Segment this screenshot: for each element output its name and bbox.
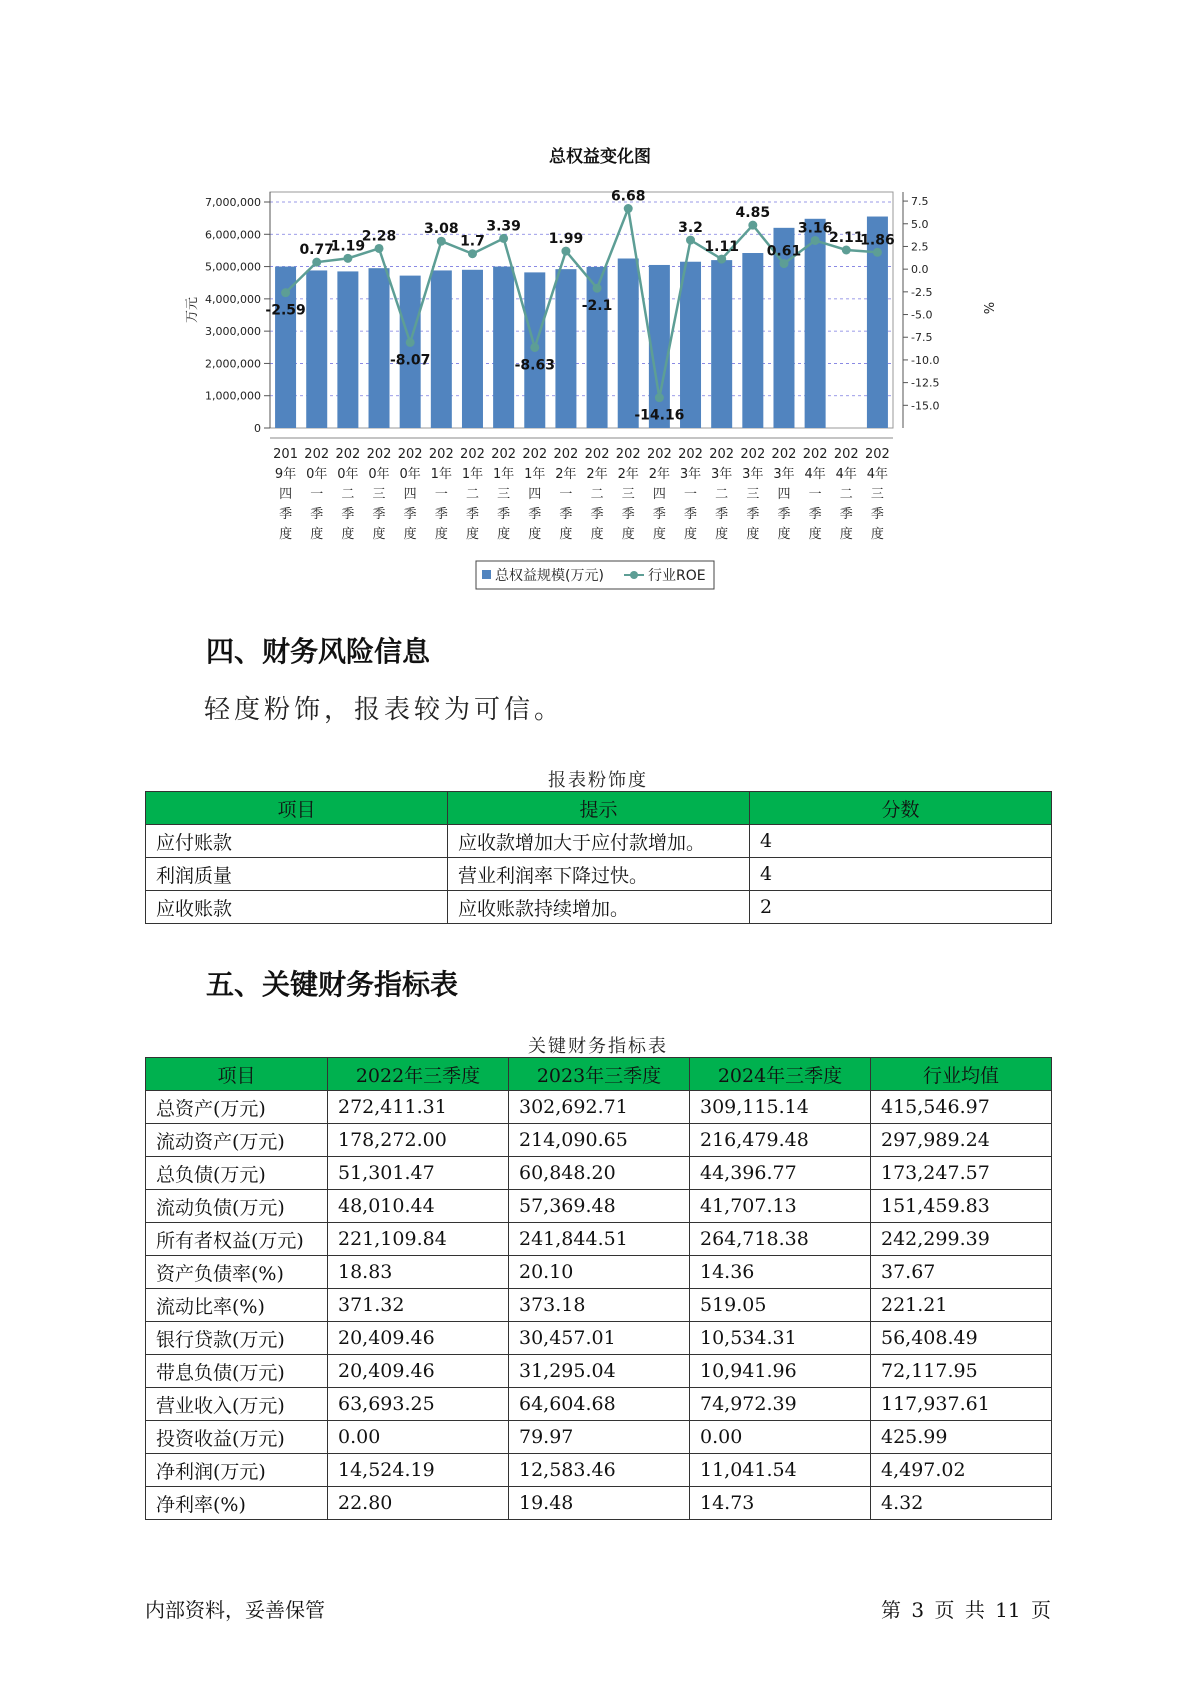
right-tick-label: -2.5 (911, 285, 933, 299)
table-cell: 241,844.51 (509, 1223, 690, 1256)
x-tick-label: 度 (341, 527, 355, 542)
table-row (146, 1487, 1052, 1520)
x-tick-label: 度 (310, 527, 324, 542)
risk-table-header-row (146, 792, 1052, 825)
table-cell: 4 (750, 858, 1052, 891)
x-tick-label: 度 (279, 527, 293, 542)
roe-point (312, 258, 321, 267)
bar (369, 268, 390, 428)
chart-legend (476, 561, 714, 589)
x-tick-label: 三 (497, 487, 511, 502)
left-tick-label: 3,000,000 (205, 325, 261, 339)
table-cell: 309,115.14 (690, 1091, 871, 1124)
x-tick-label: 度 (497, 527, 511, 542)
left-tick-label: 7,000,000 (205, 196, 261, 209)
roe-data-label: 3.16 (797, 220, 833, 237)
legend-bar-swatch (482, 570, 491, 579)
table-row (146, 1157, 1052, 1190)
x-tick-label: 202 (709, 447, 735, 462)
x-tick-label: 三 (746, 487, 760, 502)
table-cell: 流动负债(万元) (146, 1190, 328, 1223)
x-tick-label: 四 (279, 487, 293, 502)
right-tick-label: -10.0 (911, 353, 940, 367)
table-cell: 0.00 (328, 1421, 509, 1454)
table-cell: 519.05 (690, 1289, 871, 1322)
table-cell: 20.10 (509, 1256, 690, 1289)
table-cell: 10,534.31 (690, 1322, 871, 1355)
right-tick-label: -12.5 (911, 376, 940, 390)
x-tick-label: 1年 (492, 467, 515, 482)
indicator-table-body (146, 1091, 1052, 1520)
roe-point (873, 248, 882, 257)
table-cell: 31,295.04 (509, 1355, 690, 1388)
roe-data-label: 2.11 (829, 230, 864, 247)
x-axis-labels (270, 438, 893, 542)
x-tick-label: 季 (279, 507, 293, 522)
table-row (146, 1421, 1052, 1454)
table-cell: 221.21 (871, 1289, 1052, 1322)
indicator-table-header-row (146, 1058, 1052, 1091)
x-tick-label: 3年 (742, 467, 764, 482)
bar (618, 259, 639, 429)
x-tick-label: 202 (491, 447, 517, 462)
x-tick-label: 202 (740, 447, 766, 462)
roe-point (842, 246, 851, 255)
x-tick-label: 季 (465, 507, 479, 522)
legend-bar-label: 总权益规模(万元) (495, 568, 604, 584)
x-tick-label: 季 (621, 507, 635, 522)
x-tick-label: 202 (584, 447, 610, 462)
right-tick-label: -7.5 (911, 331, 933, 345)
roe-data-label: -8.63 (514, 357, 555, 374)
x-tick-label: 季 (746, 507, 760, 522)
bar (680, 262, 701, 428)
table-cell: 营业利润率下降过快。 (448, 858, 750, 891)
x-tick-label: 二 (715, 487, 729, 502)
right-tick-label: -5.0 (911, 308, 933, 322)
table-cell: 74,972.39 (690, 1388, 871, 1421)
table-cell: 272,411.31 (328, 1091, 509, 1124)
table-cell: 18.83 (328, 1256, 509, 1289)
x-tick-label: 一 (684, 487, 698, 502)
roe-data-label: 1.19 (330, 238, 366, 255)
table-cell: 30,457.01 (509, 1322, 690, 1355)
table-cell: 所有者权益(万元) (146, 1223, 328, 1256)
indicator-table-caption: 关键财务指标表 (528, 1036, 668, 1057)
table-cell: 20,409.46 (328, 1322, 509, 1355)
x-tick-label: 度 (808, 527, 822, 542)
x-tick-label: 季 (528, 507, 542, 522)
roe-point (437, 237, 446, 246)
roe-point (375, 244, 384, 253)
x-tick-label: 度 (434, 527, 448, 542)
indicator-table (145, 1057, 1052, 1520)
table-cell: 应收款增加大于应付款增加。 (448, 825, 750, 858)
table-cell: 48,010.44 (328, 1190, 509, 1223)
table-cell: 10,941.96 (690, 1355, 871, 1388)
roe-point (779, 259, 788, 268)
x-tick-label: 季 (684, 507, 698, 522)
table-cell: 173,247.57 (871, 1157, 1052, 1190)
x-tick-label: 季 (590, 507, 604, 522)
x-tick-label: 202 (460, 447, 485, 462)
indicator-col-industry-avg: 行业均值 (871, 1058, 1052, 1091)
bar (337, 271, 358, 428)
roe-data-label: 2.28 (361, 228, 397, 245)
risk-summary-paragraph: 轻度粉饰，报表较为可信。 (204, 695, 565, 725)
equity-chart-svg (160, 140, 1020, 600)
x-tick-label: 度 (372, 527, 386, 542)
roe-data-label: 4.85 (735, 205, 771, 222)
x-tick-label: 季 (434, 507, 448, 522)
x-tick-label: 4年 (835, 467, 857, 482)
table-cell: 425.99 (871, 1421, 1052, 1454)
x-tick-label: 季 (777, 507, 791, 522)
roe-point (561, 247, 570, 256)
indicator-col-2023q3: 2023年三季度 (509, 1058, 690, 1091)
x-tick-label: 202 (397, 447, 423, 462)
x-tick-label: 度 (590, 527, 604, 542)
table-cell: 373.18 (509, 1289, 690, 1322)
left-axis-title: 万元 (185, 296, 200, 324)
table-row (146, 1091, 1052, 1124)
roe-point (686, 236, 695, 245)
x-tick-label: 202 (304, 447, 330, 462)
x-tick-label: 2年 (617, 467, 639, 482)
indicator-col-item: 项目 (146, 1058, 328, 1091)
x-tick-label: 二 (590, 487, 604, 502)
table-cell: 4 (750, 825, 1052, 858)
table-cell: 117,937.61 (871, 1388, 1052, 1421)
table-cell: 应收账款 (146, 891, 448, 924)
risk-col-hint: 提示 (448, 792, 750, 825)
table-row (146, 1388, 1052, 1421)
x-tick-label: 度 (403, 527, 417, 542)
x-tick-label: 三 (870, 487, 884, 502)
equity-chart (160, 140, 1020, 600)
table-cell: 264,718.38 (690, 1223, 871, 1256)
right-tick-label: -15.0 (911, 399, 940, 413)
table-row (146, 858, 1052, 891)
roe-data-label: 3.39 (486, 218, 521, 235)
x-tick-label: 2年 (648, 467, 671, 482)
x-tick-label: 202 (771, 447, 797, 462)
x-tick-label: 202 (553, 447, 579, 462)
roe-point (811, 236, 820, 245)
table-cell: 应收账款持续增加。 (448, 891, 750, 924)
table-cell: 20,409.46 (328, 1355, 509, 1388)
x-tick-label: 4年 (804, 467, 826, 482)
right-tick-label: 0.0 (911, 263, 929, 277)
table-cell: 0.00 (690, 1421, 871, 1454)
risk-col-item: 项目 (146, 792, 448, 825)
right-tick-label: 5.0 (911, 217, 929, 231)
table-row (146, 1454, 1052, 1487)
roe-point (748, 221, 757, 230)
risk-col-score: 分数 (750, 792, 1052, 825)
right-axis-title: % (980, 301, 995, 315)
indicator-col-2022q3: 2022年三季度 (328, 1058, 509, 1091)
bar (306, 270, 327, 428)
table-cell: 净利率(%) (146, 1487, 328, 1520)
x-tick-label: 一 (310, 487, 324, 502)
roe-data-label: 1.11 (704, 239, 739, 256)
x-tick-label: 0年 (368, 467, 390, 482)
table-cell: 11,041.54 (690, 1454, 871, 1487)
bar (431, 270, 452, 428)
x-tick-label: 季 (341, 507, 355, 522)
table-cell: 资产负债率(%) (146, 1256, 328, 1289)
bar (462, 270, 483, 428)
left-tick-label: 0 (254, 422, 261, 435)
x-tick-label: 度 (684, 527, 698, 542)
x-tick-label: 度 (652, 527, 666, 542)
table-row (146, 1355, 1052, 1388)
roe-point (655, 393, 664, 402)
x-tick-label: 季 (870, 507, 884, 522)
roe-data-label: 0.61 (766, 243, 802, 260)
roe-data-label: -14.16 (634, 407, 685, 424)
table-cell: 178,272.00 (328, 1124, 509, 1157)
table-cell: 64,604.68 (509, 1388, 690, 1421)
table-row (146, 891, 1052, 924)
x-tick-label: 3年 (773, 467, 795, 482)
x-tick-label: 四 (777, 487, 791, 502)
x-tick-label: 二 (465, 487, 479, 502)
table-cell: 银行贷款(万元) (146, 1322, 328, 1355)
x-tick-label: 度 (870, 527, 884, 542)
table-cell: 79.97 (509, 1421, 690, 1454)
bar (493, 267, 514, 428)
chart-title: 总权益变化图 (549, 147, 651, 167)
table-cell: 57,369.48 (509, 1190, 690, 1223)
x-tick-label: 度 (465, 527, 479, 542)
x-tick-label: 202 (522, 447, 548, 462)
section-heading-financial-risk: 四、财务风险信息 (206, 635, 431, 668)
table-cell: 4,497.02 (871, 1454, 1052, 1487)
table-cell: 4.32 (871, 1487, 1052, 1520)
table-row (146, 1124, 1052, 1157)
x-tick-label: 度 (621, 527, 635, 542)
table-cell: 14.73 (690, 1487, 871, 1520)
table-cell: 流动比率(%) (146, 1289, 328, 1322)
left-axis (205, 192, 270, 435)
left-tick-label: 5,000,000 (205, 260, 261, 274)
x-tick-label: 四 (652, 487, 666, 502)
table-row (146, 1322, 1052, 1355)
bar (742, 253, 763, 428)
table-cell: 营业收入(万元) (146, 1388, 328, 1421)
roe-data-label: -8.07 (389, 352, 431, 369)
table-cell: 60,848.20 (509, 1157, 690, 1190)
roe-point (717, 255, 726, 264)
x-tick-label: 季 (372, 507, 386, 522)
x-tick-label: 202 (678, 447, 703, 462)
table-cell: 总资产(万元) (146, 1091, 328, 1124)
bar (555, 269, 576, 428)
x-tick-label: 度 (746, 527, 760, 542)
table-cell: 12,583.46 (509, 1454, 690, 1487)
x-tick-label: 三 (372, 487, 386, 502)
table-cell: 72,117.95 (871, 1355, 1052, 1388)
x-tick-label: 季 (310, 507, 324, 522)
x-tick-label: 0年 (399, 467, 421, 482)
section-heading-key-indicators: 五、关键财务指标表 (206, 968, 459, 1001)
footer-page-number: 第 3 页 共 11 页 (881, 1598, 1051, 1622)
x-tick-label: 2年 (586, 467, 608, 482)
x-tick-label: 度 (559, 527, 573, 542)
x-tick-label: 二 (839, 487, 853, 502)
x-tick-label: 季 (559, 507, 573, 522)
table-row (146, 1256, 1052, 1289)
x-tick-label: 季 (839, 507, 853, 522)
table-cell: 63,693.25 (328, 1388, 509, 1421)
table-cell: 14.36 (690, 1256, 871, 1289)
x-tick-label: 度 (777, 527, 791, 542)
x-tick-label: 季 (715, 507, 729, 522)
left-tick-label: 2,000,000 (205, 357, 261, 371)
indicator-col-2024q3: 2024年三季度 (690, 1058, 871, 1091)
x-tick-label: 度 (839, 527, 853, 542)
table-cell: 利润质量 (146, 858, 448, 891)
roe-data-label: 0.77 (299, 242, 334, 259)
roe-data-label: -2.1 (581, 298, 613, 315)
left-tick-label: 6,000,000 (205, 228, 261, 242)
x-tick-label: 1年 (430, 467, 452, 482)
table-cell: 216,479.48 (690, 1124, 871, 1157)
table-cell: 37.67 (871, 1256, 1052, 1289)
x-tick-label: 度 (715, 527, 729, 542)
x-tick-label: 季 (808, 507, 822, 522)
x-tick-label: 3年 (711, 467, 733, 482)
x-tick-label: 202 (335, 447, 361, 462)
right-tick-label: 7.5 (911, 195, 929, 209)
roe-data-label: -2.59 (265, 302, 306, 319)
table-row (146, 1190, 1052, 1223)
x-tick-label: 202 (615, 447, 641, 462)
roe-data-label: 1.7 (460, 233, 485, 250)
roe-data-label: 3.08 (424, 221, 459, 238)
roe-data-label: 3.2 (678, 220, 703, 237)
right-tick-label: 2.5 (911, 240, 929, 254)
x-tick-label: 度 (528, 527, 542, 542)
legend-line-marker (630, 571, 638, 579)
x-tick-label: 202 (833, 447, 859, 462)
table-cell: 19.48 (509, 1487, 690, 1520)
x-tick-label: 一 (808, 487, 822, 502)
bar (805, 219, 826, 428)
left-tick-label: 1,000,000 (205, 389, 261, 403)
table-cell: 44,396.77 (690, 1157, 871, 1190)
roe-data-label: 6.68 (610, 188, 646, 205)
table-row (146, 825, 1052, 858)
footer-confidential-note: 内部资料，妥善保管 (145, 1598, 325, 1622)
table-cell: 214,090.65 (509, 1124, 690, 1157)
x-tick-label: 季 (652, 507, 666, 522)
roe-point (281, 288, 290, 297)
roe-point (593, 284, 602, 293)
table-cell: 净利润(万元) (146, 1454, 328, 1487)
roe-point (343, 254, 352, 263)
risk-table-caption: 报表粉饰度 (548, 770, 648, 791)
x-tick-label: 2年 (555, 467, 577, 482)
x-tick-label: 1年 (524, 467, 546, 482)
table-cell: 41,707.13 (690, 1190, 871, 1223)
x-tick-label: 3年 (679, 467, 702, 482)
table-cell: 242,299.39 (871, 1223, 1052, 1256)
table-cell: 流动资产(万元) (146, 1124, 328, 1157)
roe-point (530, 343, 539, 352)
roe-point (624, 204, 633, 213)
table-cell: 415,546.97 (871, 1091, 1052, 1124)
x-tick-label: 9年 (274, 467, 297, 482)
roe-point (499, 234, 508, 243)
table-cell: 投资收益(万元) (146, 1421, 328, 1454)
risk-table (145, 791, 1052, 924)
x-tick-label: 一 (434, 487, 448, 502)
table-cell: 302,692.71 (509, 1091, 690, 1124)
x-tick-label: 4年 (866, 467, 889, 482)
table-cell: 51,301.47 (328, 1157, 509, 1190)
table-cell: 应付账款 (146, 825, 448, 858)
x-tick-label: 一 (559, 487, 573, 502)
x-tick-label: 四 (528, 487, 542, 502)
table-cell: 297,989.24 (871, 1124, 1052, 1157)
x-tick-label: 季 (403, 507, 417, 522)
table-cell: 22.80 (328, 1487, 509, 1520)
roe-data-label: 1.86 (860, 232, 895, 249)
roe-point (468, 249, 477, 258)
table-cell: 151,459.83 (871, 1190, 1052, 1223)
table-cell: 221,109.84 (328, 1223, 509, 1256)
x-tick-label: 202 (865, 447, 890, 462)
x-tick-label: 202 (366, 447, 392, 462)
table-cell: 总负债(万元) (146, 1157, 328, 1190)
x-tick-label: 0年 (337, 467, 359, 482)
table-row (146, 1289, 1052, 1322)
legend-line-label: 行业ROE (648, 568, 706, 584)
table-cell: 2 (750, 891, 1052, 924)
x-tick-label: 四 (403, 487, 417, 502)
x-tick-label: 201 (273, 447, 298, 462)
x-tick-label: 202 (428, 447, 454, 462)
table-row (146, 1223, 1052, 1256)
table-cell: 56,408.49 (871, 1322, 1052, 1355)
x-tick-label: 202 (802, 447, 828, 462)
table-cell: 14,524.19 (328, 1454, 509, 1487)
x-tick-label: 1年 (461, 467, 484, 482)
table-cell: 371.32 (328, 1289, 509, 1322)
roe-data-label: 1.99 (548, 231, 584, 248)
x-tick-label: 二 (341, 487, 355, 502)
x-tick-label: 三 (621, 487, 635, 502)
bar (711, 260, 732, 428)
right-axis (903, 192, 939, 428)
left-tick-label: 4,000,000 (205, 292, 261, 306)
roe-point (406, 338, 415, 347)
table-cell: 带息负债(万元) (146, 1355, 328, 1388)
x-tick-label: 季 (497, 507, 511, 522)
x-tick-label: 0年 (306, 467, 328, 482)
x-tick-label: 202 (646, 447, 672, 462)
